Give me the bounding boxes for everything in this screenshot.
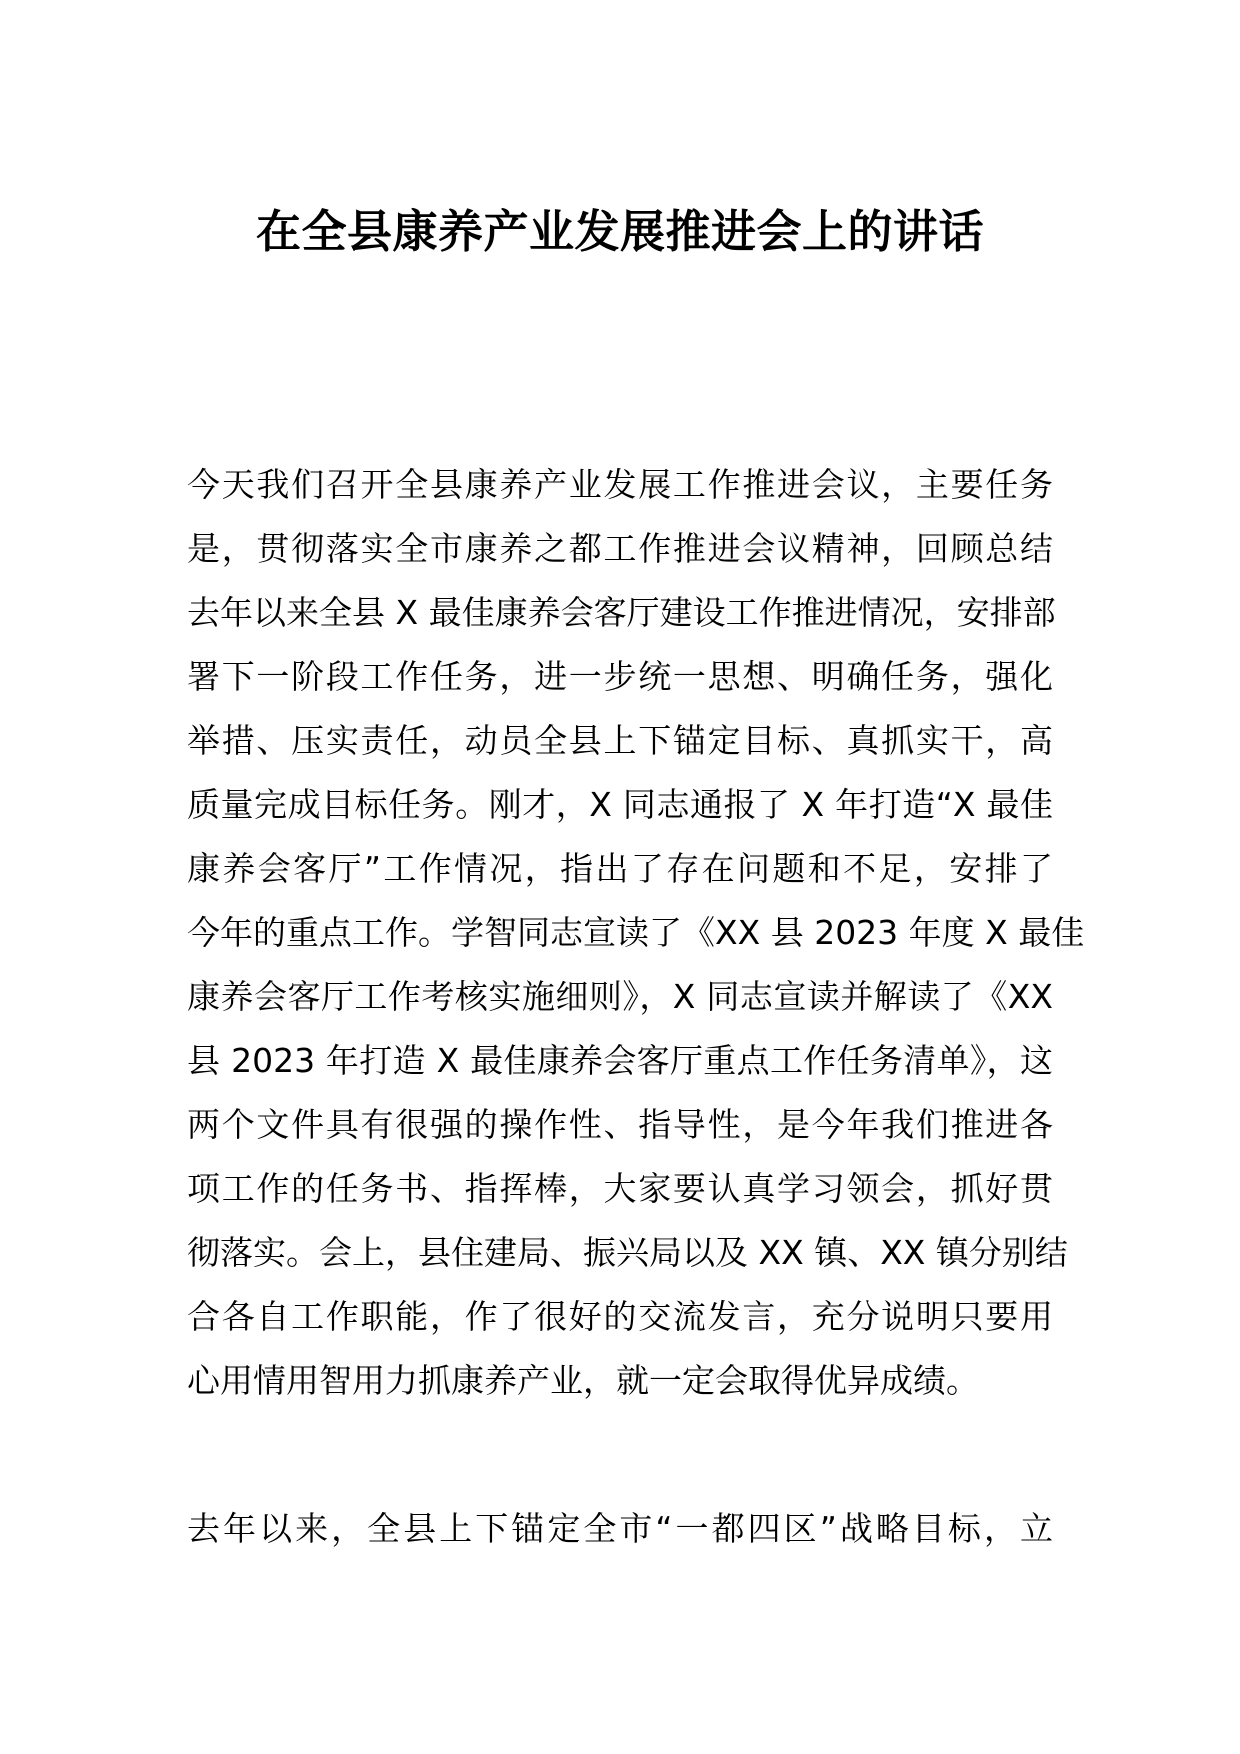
paragraph-line: 今天我们召开全县康养产业发展工作推进会议，主要任务 xyxy=(187,465,1053,504)
paragraph-line: 今年的重点工作。学智同志宣读了《XX 县 2023 年度 X 最佳 xyxy=(187,913,1085,952)
paragraph-line: 彻落实。会上，县住建局、振兴局以及 XX 镇、XX 镇分别结 xyxy=(187,1233,1068,1272)
paragraph-1 xyxy=(187,453,1085,1413)
paragraph-line: 康养会客厅”工作情况，指出了存在问题和不足，安排了 xyxy=(187,849,1053,888)
paragraph-line: 心用情用智用力抓康养产业，就一定会取得优异成绩。 xyxy=(187,1361,979,1400)
paragraph-line: 县 2023 年打造 X 最佳康养会客厅重点工作任务清单》，这 xyxy=(187,1041,1053,1080)
paragraph-2 xyxy=(187,1497,1053,1561)
paragraph-line: 举措、压实责任，动员全县上下锚定目标、真抓实干，高 xyxy=(187,721,1053,760)
paragraph-line: 署下一阶段工作任务，进一步统一思想、明确任务，强化 xyxy=(187,657,1053,696)
paragraph-line: 合各自工作职能，作了很好的交流发言，充分说明只要用 xyxy=(187,1297,1053,1336)
paragraph-line: 两个文件具有很强的操作性、指导性，是今年我们推进各 xyxy=(187,1105,1053,1144)
paragraph-line: 去年以来全县 X 最佳康养会客厅建设工作推进情况，安排部 xyxy=(187,593,1056,632)
paragraph-line: 质量完成目标任务。刚才，X 同志通报了 X 年打造“X 最佳 xyxy=(187,785,1053,824)
paragraph-line: 是，贯彻落实全市康养之都工作推进会议精神，回顾总结 xyxy=(187,529,1053,568)
paragraph-line: 康养会客厅工作考核实施细则》，X 同志宣读并解读了《XX xyxy=(187,977,1053,1016)
paragraph-line: 项工作的任务书、指挥棒，大家要认真学习领会，抓好贯 xyxy=(187,1169,1053,1208)
document-title: 在全县康养产业发展推进会上的讲话 xyxy=(255,205,984,258)
paragraph-line: 去年以来，全县上下锚定全市“一都四区”战略目标，立 xyxy=(187,1509,1053,1548)
